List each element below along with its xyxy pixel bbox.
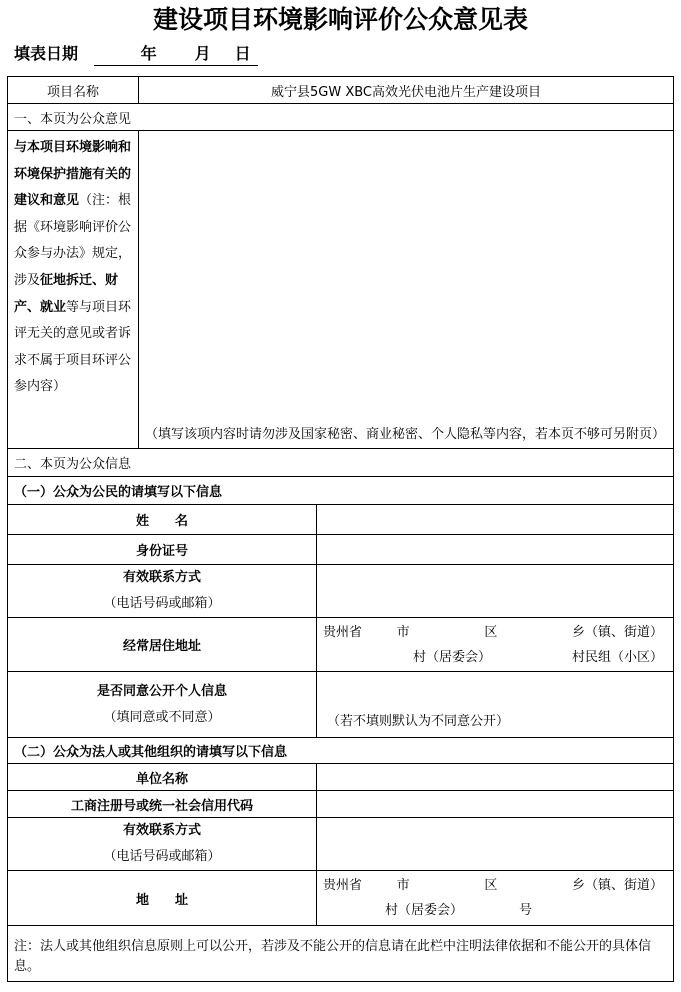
province-text: 贵州省 [323,624,363,640]
citizen-consent-sub: （填同意或不同意） [103,709,221,725]
org-contact-title: 有效联系方式 [122,823,201,838]
section1-heading: 一、本页为公众意见 [8,104,674,131]
citizen-id-label: 身份证号 [8,535,317,565]
project-name-value: 威宁县5GW XBC高效光伏电池片生产建设项目 [139,77,674,104]
month-label: 月 [194,44,211,63]
org-address-line2 [323,898,667,923]
org-heading: （二）公众为法人或其他组织的请填写以下信息 [8,738,674,764]
org-city-text: 市 [396,878,410,893]
org-address-line1 [323,873,667,898]
village-text: 村（居委会） [413,649,492,665]
opinion-label-bold-1: 与本项目环境影响和环境保护措施有关的建议和意见 [14,140,132,209]
org-province-text: 贵州省 [323,878,363,893]
org-district-text: 区 [484,878,498,893]
org-reg-label: 工商注册号或统一社会信用代码 [8,791,317,818]
district-text: 区 [484,624,498,640]
org-contact-input[interactable] [317,818,674,871]
form-title: 建设项目环境影响评价公众意见表 [152,5,528,34]
project-name-label: 项目名称 [8,77,139,104]
org-contact-label [8,818,317,871]
township-text: 乡（镇、街道） [571,624,663,640]
org-village-text: 村（居委会） [385,903,464,918]
org-township-text: 乡（镇、街道） [571,878,663,893]
citizen-address-line2 [323,645,667,670]
citizen-contact-input[interactable] [317,565,674,618]
citizen-id-input[interactable] [317,535,674,565]
fill-date-label: 填表日期 [14,44,79,63]
citizen-name-label: 姓 名 [8,505,317,535]
opinion-fill-note: （填写该项内容时请勿涉及国家秘密、商业秘密、个人隐私等内容，若本页不够可另附页） [145,427,666,442]
city-text: 市 [396,624,410,640]
opinion-label-bold-2: 征地拆迁、财产、就业 [14,272,119,315]
org-reg-input[interactable] [317,791,674,818]
org-unit-input[interactable] [317,764,674,791]
opinion-label-note-1: （注：根据《环境影响评价公众参与办法》规定，涉及 [14,193,132,288]
citizen-name-input[interactable] [317,505,674,535]
org-address-input[interactable] [317,871,674,926]
opinion-label-note-2: 等与项目环评无关的意见或者诉求不属于项目环评公参内容） [14,299,132,395]
org-number-text: 号 [519,903,533,918]
citizen-address-line1 [323,620,667,645]
citizen-heading: （一）公众为公民的请填写以下信息 [8,477,674,505]
citizen-consent-title: 是否同意公开个人信息 [96,683,227,699]
fill-date-field[interactable] [94,43,258,66]
opinion-input-area[interactable] [139,131,674,449]
citizen-contact-sub: （电话号码或邮箱） [103,596,221,611]
citizen-address-label: 经常居住地址 [8,618,317,672]
citizen-contact-title: 有效联系方式 [122,570,201,585]
citizen-contact-label [8,565,317,618]
citizen-consent-input[interactable] [317,672,674,738]
fill-date-row [0,40,681,70]
org-footnote[interactable]: 注：法人或其他组织信息原则上可以公开，若涉及不能公开的信息请在此栏中注明法律依据和不能公开的具体信息。 [8,926,674,982]
group-text: 村民组（小区） [572,649,664,665]
org-address-label: 地 址 [8,871,317,926]
section2-heading: 二、本页为公众信息 [8,449,674,477]
citizen-address-input[interactable] [317,618,674,672]
citizen-consent-label [8,672,317,738]
org-contact-sub: （电话号码或邮箱） [103,849,221,864]
opinion-label [8,131,139,449]
year-label: 年 [140,44,157,63]
org-unit-label: 单位名称 [8,764,317,791]
opinion-form-table [7,76,674,982]
citizen-consent-note: （若不填则默认为不同意公开） [327,714,510,729]
day-label: 日 [234,44,251,63]
